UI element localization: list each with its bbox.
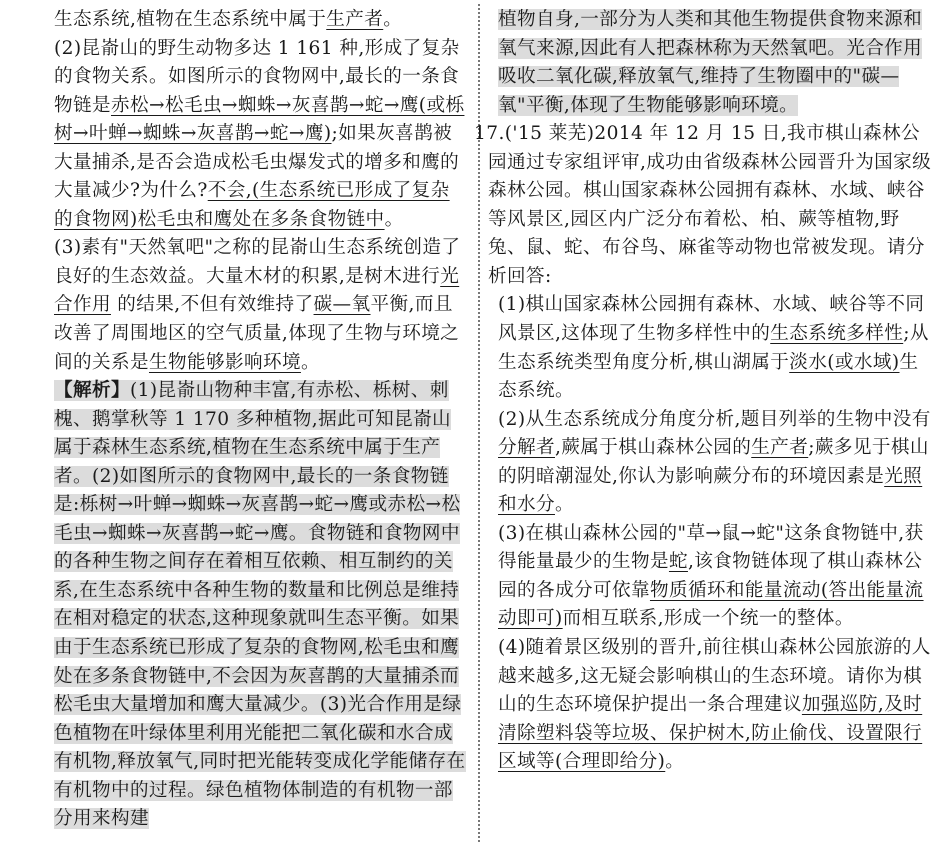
left-column bbox=[54, 6, 468, 834]
analysis-continued bbox=[498, 6, 936, 120]
analysis-text: (1)昆嵛山物种丰富,有赤松、栎树、刺槐、鹅掌秋等 1 170 多种植物,据此可知昆嵛山属于森林生态系统,植物在生态系统中属于生产者。(2)如图所示的食物网中,最长的一条食物链是:栎树→叶蝉→蜘蛛→灰喜鹊→蛇→鹰或赤松→松毛虫→蜘蛛→灰喜鹊→蛇→鹰。食物链和食物网中的各种生物之间存在着相互依赖、相互制约的关系,在生态系统中各种生物的数量和比例总是维持在相对稳定的状态,这种现象就叫生态平衡。如果由于生态系统已形成了复杂的食物网,松毛虫和鹰处在多条食物链中,不会因为灰喜鹊的大量捕杀而松毛虫大量增加和鹰大量减少。(3)光合作用是绿色植物在叶绿体里利用光能把二氧化碳和水合成有机物,释放氧气,同时把光能转变成化学能储存在有机物中的过程。绿色植物体制造的有机物一部分用来构建 bbox=[54, 380, 466, 830]
answer-decomposer: 分解者 bbox=[498, 437, 555, 459]
q16-part1-tail bbox=[54, 6, 468, 35]
answer-light-water: 光照和水分 bbox=[498, 465, 923, 516]
text: 而相互联系,形成一个统一的整体。 bbox=[562, 608, 854, 630]
answer-snake: 蛇 bbox=[668, 551, 688, 573]
q17-part3 bbox=[498, 520, 936, 634]
text: 生态系统。 bbox=[498, 351, 919, 402]
right-column bbox=[474, 6, 936, 777]
text: ;从生态系统类型角度分析,棋山湖属于 bbox=[498, 323, 929, 373]
answer-photosynthesis: 光合作用 bbox=[54, 265, 460, 316]
q17-part2 bbox=[498, 406, 936, 520]
text: 的结果,不但有效维持了 bbox=[110, 294, 314, 316]
q17-part4 bbox=[498, 634, 936, 777]
text: 。 bbox=[554, 494, 574, 516]
text: (4)随着景区级别的晋升,前往棋山森林公园旅游的人越来越多,这无疑会影响棋山的生态环境。请你为棋山的生态环境保护提出一条合理建议 bbox=[498, 637, 931, 716]
text: 平衡,而且改善了周围地区的空气质量,体现了生物与环境之间的关系是 bbox=[54, 294, 460, 373]
text: ,该食物链体现了棋山森林公园的各成分可依靠 bbox=[498, 551, 923, 601]
question-text: ('15 莱芜)2014 年 12 月 15 日,我市棋山森林公园通过专家组评审,成功由省级森林公园晋升为国家级森林公园。棋山国家森林公园拥有森林、水域、峡谷等风景区,园区内广泛分布着松、柏、蕨等植物,野兔、鼠、蛇、布谷鸟、麻雀等动物也常被发现。请分析回答: bbox=[488, 123, 932, 287]
text: ,蕨属于棋山森林公园的 bbox=[554, 437, 752, 459]
analysis-label: 【解析】 bbox=[54, 380, 130, 402]
text: ;蕨多见于棋山的阴暗潮湿处,你认为影响蕨分布的环境因素是 bbox=[498, 437, 929, 487]
text: ;如果灰喜鹊被大量捕杀,是否会造成松毛虫爆发式的增多和鹰的大量减少?为什么? bbox=[54, 123, 460, 202]
text: (3)素有"天然氧吧"之称的昆嵛山生态系统创造了良好的生态效益。大量木材的积累,是树木进行 bbox=[54, 237, 461, 287]
answer-relationship: 生物能够影响环境 bbox=[148, 351, 301, 373]
text: (2)从生态系统成分角度分析,题目列举的生物中没有 bbox=[498, 408, 931, 430]
q17-part1 bbox=[498, 291, 936, 405]
answer-no-explosion: 不会,(生态系统已形成了复杂的食物网)松毛虫和鹰处在多条食物链中 bbox=[54, 180, 450, 230]
analysis-block bbox=[54, 377, 468, 834]
text: 。 bbox=[665, 751, 685, 773]
q16-part3 bbox=[54, 234, 468, 377]
question-number: 17. bbox=[474, 123, 505, 145]
q17-stem bbox=[474, 120, 936, 291]
answer-carbon-oxygen: 碳—氧 bbox=[313, 294, 371, 316]
answer-freshwater: 淡水(或水域) bbox=[789, 351, 900, 373]
text: 。 bbox=[383, 9, 403, 30]
text: (2)昆嵛山的野生动物多达 1 161 种,形成了复杂的食物关系。如图所示的食物网中,最长的一条食物链是 bbox=[54, 37, 460, 116]
q16-part2 bbox=[54, 35, 468, 235]
answer-suggestion: 加强巡防,及时清除塑料袋等垃圾、保护树木,防止偷伐、设置限行区域等(合理即给分) bbox=[498, 694, 923, 773]
text: 生态系统,植物在生态系统中属于 bbox=[54, 9, 327, 30]
answer-material-energy: 物质循环和能量流动(答出能量流动即可) bbox=[498, 579, 924, 630]
text: 。 bbox=[300, 351, 320, 373]
text: (1)棋山国家森林公园拥有森林、水域、峡谷等不同风景区,这体现了生物多样性中的 bbox=[498, 294, 925, 345]
analysis-continued-text: 植物自身,一部分为人类和其他生物提供食物来源和氧气来源,因此有人把森林称为天然氧吧。光合作用吸收二氧化碳,释放氧气,维持了生物圈中的"碳—氧"平衡,体现了生物能够影响环境。 bbox=[498, 9, 923, 116]
answer-ecosystem-diversity: 生态系统多样性 bbox=[770, 323, 904, 345]
text: (3)在棋山森林公园的"草→鼠→蛇"这条食物链中,获得能量最少的生物是 bbox=[498, 522, 924, 573]
answer-producer: 生产者 bbox=[751, 437, 809, 459]
answer-food-chain: 赤松→松毛虫→蜘蛛→灰喜鹊→蛇→鹰(或栎树→叶蝉→蜘蛛→灰喜鹊→蛇→鹰) bbox=[54, 94, 465, 145]
answer-producer: 生产者 bbox=[326, 9, 384, 30]
text: 。 bbox=[384, 208, 404, 230]
